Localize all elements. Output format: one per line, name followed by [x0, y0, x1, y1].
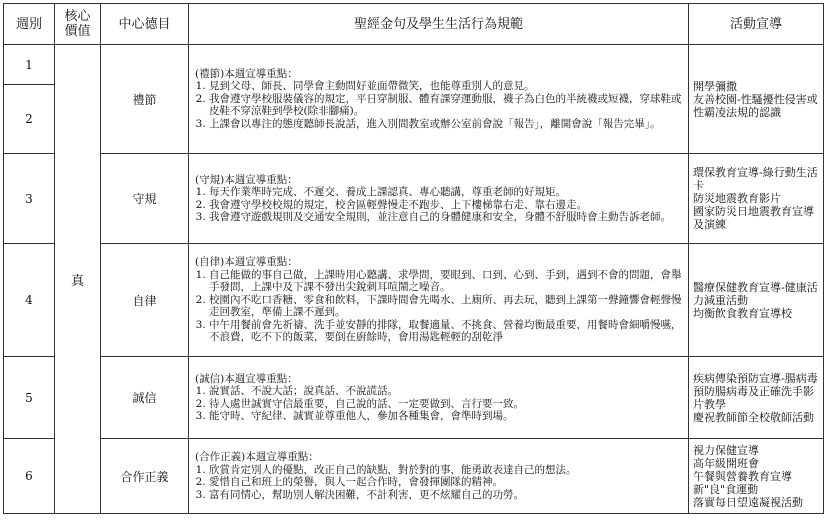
- core-value-cell: 真: [55, 45, 101, 514]
- week-number: 2: [4, 85, 55, 154]
- list-item: 3. 我會遵守遊戲規則及交通安全規則，並注意自己的身體健康和安全，身體不舒服時會主動告訴老師。: [209, 211, 684, 224]
- week-number: 5: [4, 357, 55, 439]
- list-item: 1. 自己能做的事自己做，上課時用心聽講、求學問，要眼到、口到、心到、手到，遇到不會的問題，會舉手發問，上課中及下課不發出尖銳刺耳喧鬧之噪音。: [209, 269, 684, 294]
- norms-heading: (禮節)本週宣導重點：: [195, 67, 298, 80]
- activities-cell: 醫療保健教育宣導-健康活力減重活動 均衡飲食教育宣導校: [689, 244, 824, 357]
- virtue-cell: 禮節: [101, 45, 189, 154]
- virtue-cell: 誠信: [101, 357, 189, 439]
- norms-list: [195, 385, 684, 423]
- activities-cell: 疾病傳染預防宣導-腸病毒 預防腸病毒及正確洗手影片教學 慶祝教師節全校敬師活動: [689, 357, 824, 439]
- list-item: 3. 能守時、守紀律、誠實並尊重他人，參加各種集會，會準時到場。: [209, 410, 684, 423]
- norms-list: [195, 269, 684, 344]
- norms-heading: (自律)本週宣導重點：: [195, 256, 298, 269]
- header-week: 週別: [4, 4, 55, 45]
- list-item: 2. 我會遵守學校校規的規定，校舍區輕聲慢走不跑步、上下樓梯靠右走、靠右邊走。: [209, 199, 684, 212]
- list-item: 1. 欣賞肯定別人的優點，改正自己的缺點，對於對的事，能勇敢表達自己的想法。: [209, 464, 684, 477]
- table-row: [4, 154, 824, 244]
- norms-cell: [189, 45, 689, 154]
- week-number: 1: [4, 45, 55, 85]
- norms-heading: (守規)本週宣導重點：: [195, 173, 298, 186]
- header-virtue: 中心德目: [101, 4, 189, 45]
- norms-cell: [189, 154, 689, 244]
- list-item: 1. 說實話、不說大話；說真話、不說謊話。: [209, 385, 684, 398]
- week-number: 4: [4, 244, 55, 357]
- norms-list: [195, 80, 684, 130]
- list-item: 1. 每天作業準時完成、不遲交、養成上課認真、專心聽講，尊重老師的好規矩。: [209, 186, 684, 199]
- header-norms: 聖經金句及學生生活行為規範: [189, 4, 689, 45]
- virtue-cell: 自律: [101, 244, 189, 357]
- list-item: 2. 我會遵守學校服裝儀容的規定，平日穿制服、體育課穿運動服，襪子為白色的半統襪或短襪，穿球鞋或皮鞋不穿涼鞋到學校(除非腳痛)。: [209, 93, 684, 118]
- norms-cell: [189, 244, 689, 357]
- table-row: [4, 244, 824, 357]
- norms-list: [195, 464, 684, 502]
- table-row: [4, 357, 824, 439]
- header-core-value: 核心價值: [55, 4, 101, 45]
- activities-cell: 環保教育宣導-綠行動生活卡 防災地震教育影片 國家防災日地震教育宣導及演練: [689, 154, 824, 244]
- table-row: [4, 439, 824, 514]
- virtue-cell: 守規: [101, 154, 189, 244]
- table-row: [4, 45, 824, 85]
- norms-heading: (誠信)本週宣導重點：: [195, 372, 298, 385]
- list-item: 3. 上課會以專注的態度聽師長說話，進入別間教室或辦公室前會說「報告」，離開會說「報告完畢」。: [209, 118, 684, 131]
- list-item: 3. 富有同情心，幫助別人解決困難，不計利害，更不炫耀自己的功勞。: [209, 489, 684, 502]
- list-item: 2. 校園內不吃口香糖、零食和飲料，下課時間會先喝水、上廁所、再去玩，聽到上課第一聲鐘響會輕聲慢走回教室，準備上課不遲到。: [209, 294, 684, 319]
- week-number: 6: [4, 439, 55, 514]
- list-item: 2. 愛惜自己和班上的榮譽，與人一起合作時，會發揮團隊的精神。: [209, 476, 684, 489]
- list-item: 2. 待人處世誠實守信最重要，自己說的話、一定要做到、言行要一致。: [209, 398, 684, 411]
- virtue-cell: 合作正義: [101, 439, 189, 514]
- norms-heading: (合作正義)本週宣導重點：: [195, 451, 319, 463]
- moral-education-table: [3, 3, 824, 514]
- activities-cell: 視力保健宣導 高年級開班會 午餐與營養教育宣導新"良"食運動 落實每日望遠凝視活動: [689, 439, 824, 514]
- activities-cell: 開學彌撒 友善校園-性騷擾性侵害或性霸凌法規的認識: [689, 45, 824, 154]
- week-number: 3: [4, 154, 55, 244]
- norms-cell: [189, 439, 689, 514]
- list-item: 3. 中午用餐前會先祈禱、洗手並安靜的排隊，取餐適量、不挑食、營養均衡最重要，用餐時會細嚼慢嚥，不浪費，吃不下的飯菜，要倒在廚餘時，會用湯匙輕輕的刮乾淨: [209, 319, 684, 344]
- header-activities: 活動宣導: [689, 4, 824, 45]
- norms-list: [195, 186, 684, 224]
- header-row: [4, 4, 824, 45]
- norms-cell: [189, 357, 689, 439]
- list-item: 1. 見到父母、師長、同學會主動問好並面帶微笑，也能尊重別人的意見。: [209, 80, 684, 93]
